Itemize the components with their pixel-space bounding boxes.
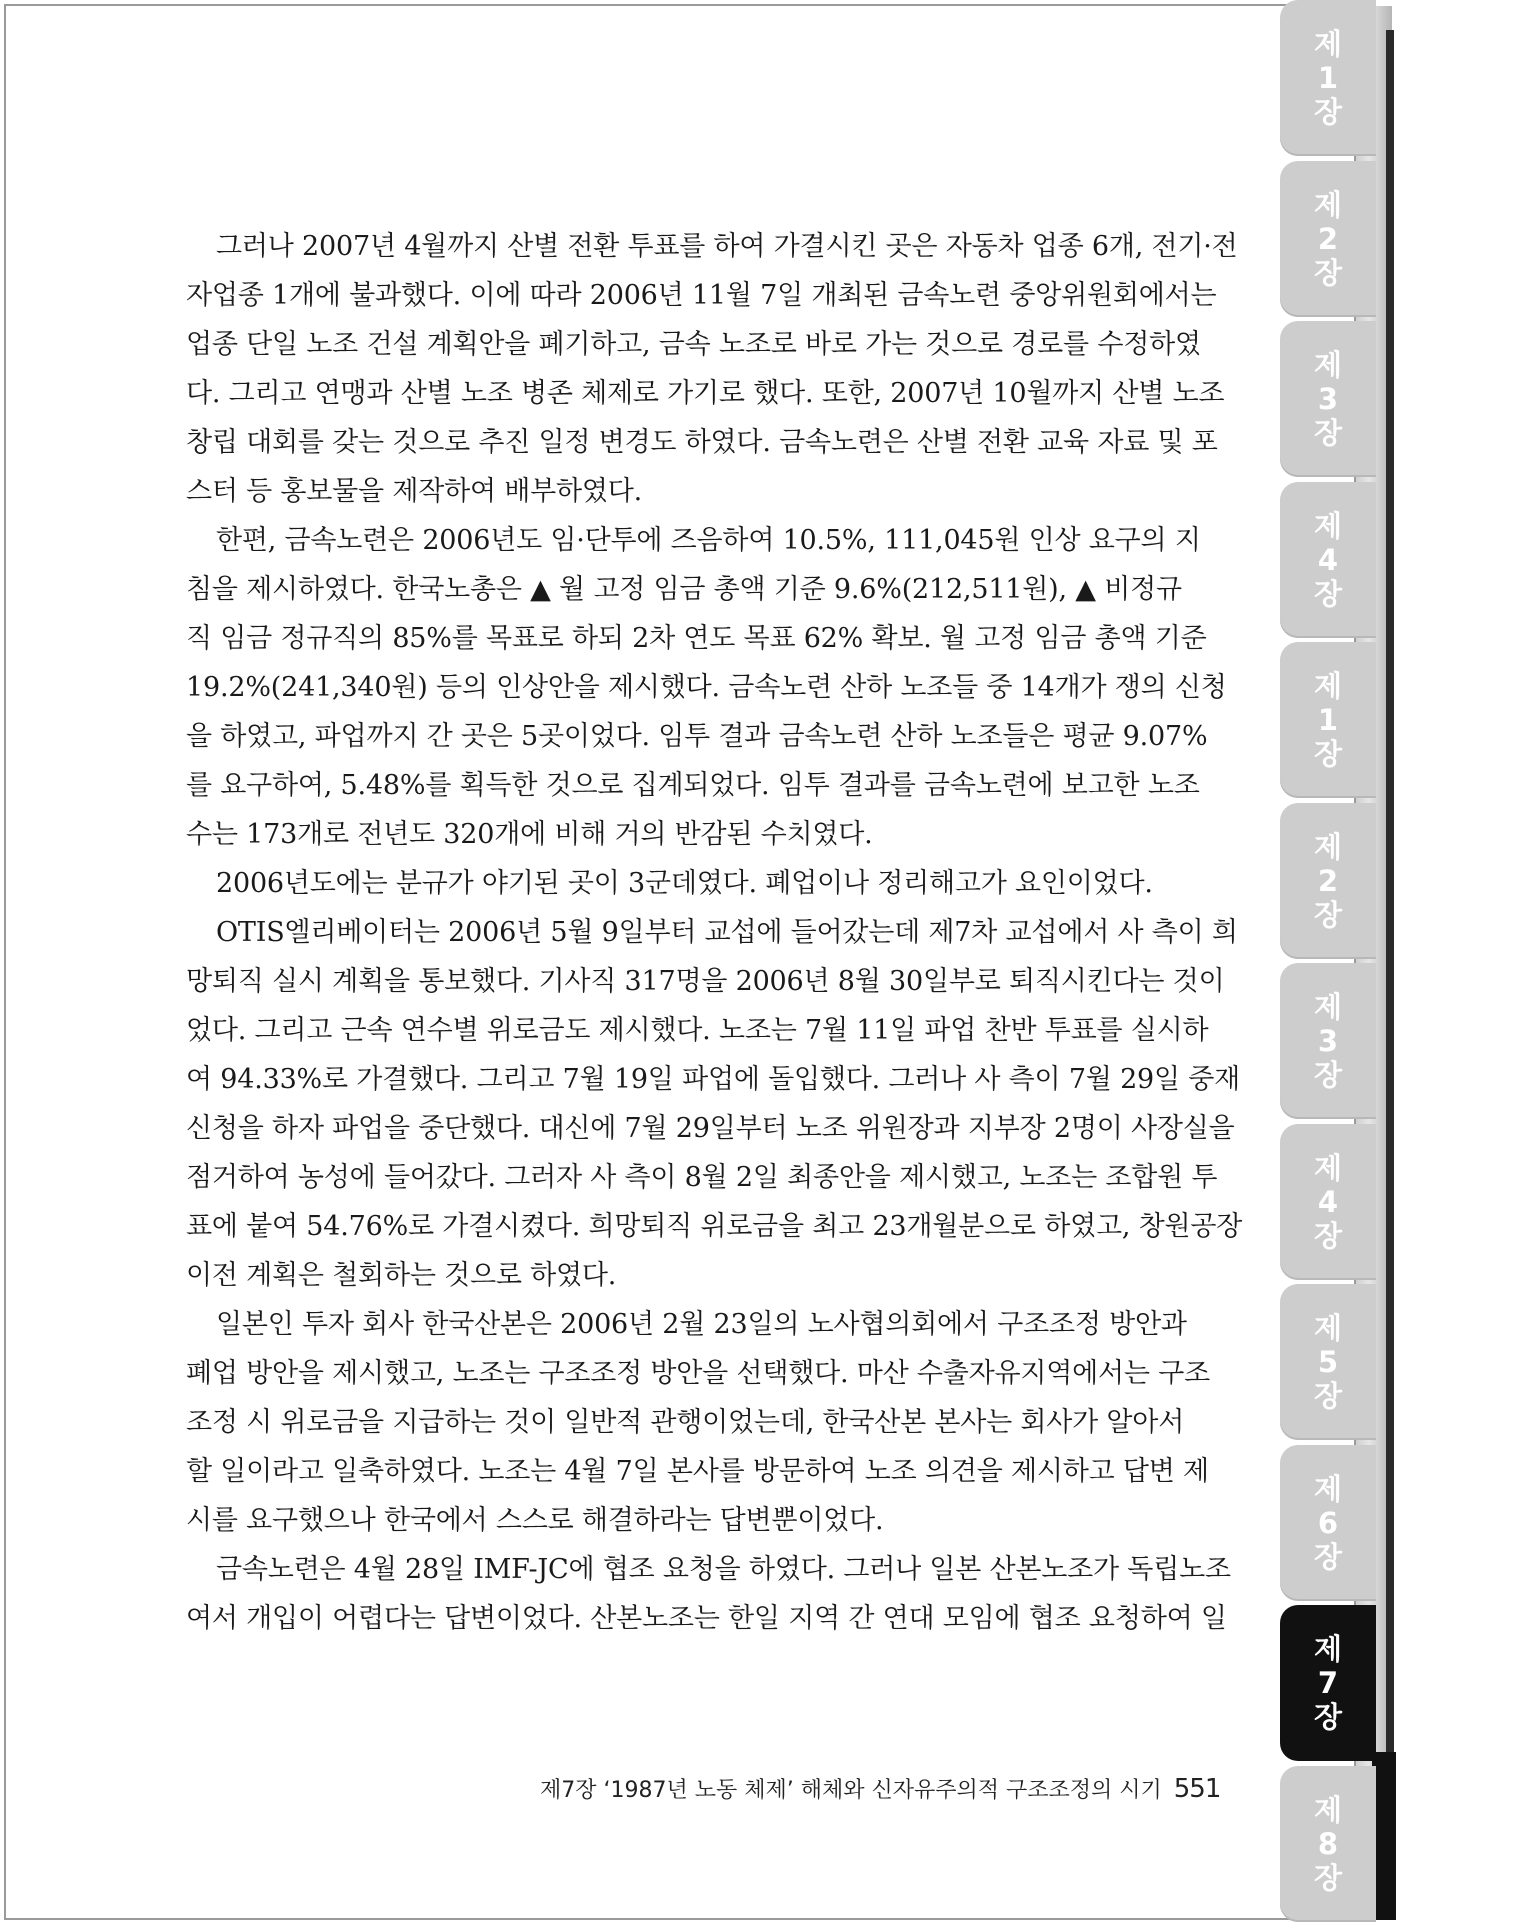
chapter-tab-label: 장	[1313, 576, 1342, 611]
chapter-tab-label: 8	[1317, 1826, 1339, 1861]
running-title: 제7장 ‘1987년 노동 체제’ 해체와 신자유주의적 구조조정의 시기	[540, 1778, 1162, 1803]
chapter-tab-label: 제	[1313, 1632, 1342, 1666]
page-number: 551	[1173, 1774, 1221, 1804]
chapter-tab-label: 장	[1313, 1539, 1342, 1574]
chapter-tab-label: 제	[1313, 1471, 1342, 1506]
chapter-tab-label: 1	[1317, 703, 1339, 737]
chapter-tab[interactable]	[1280, 1445, 1376, 1601]
text-line: 그러나 2007년 4월까지 산별 전환 투표를 하여 가결시킨 곳은 자동차 업종 6개, 전기·전	[216, 231, 1238, 262]
text-line: 이전 계획은 철회하는 것으로 하였다.	[186, 1260, 617, 1291]
chapter-tab-label: 5	[1317, 1345, 1339, 1379]
text-line: 직 임금 정규직의 85%를 목표로 하되 2차 연도 목표 62% 확보. 월 고정 임금 총액 기준	[186, 623, 1207, 654]
text-line: 자업종 1개에 불과했다. 이에 따라 2006년 11월 7일 개최된 금속노련 중앙위원회에서는	[186, 280, 1217, 311]
chapter-tab-label: 제	[1313, 990, 1342, 1024]
text-line: 을 하였고, 파업까지 간 곳은 5곳이었다. 임투 결과 금속노련 산하 노조들은 평균 9.07%	[186, 721, 1208, 752]
chapter-tab-label: 2	[1317, 863, 1339, 898]
chapter-tab[interactable]	[1280, 803, 1376, 959]
chapter-tab-label: 제	[1313, 829, 1342, 864]
body-text	[186, 222, 1243, 1643]
text-line: 신청을 하자 파업을 중단했다. 대신에 7월 29일부터 노조 위원장과 지부장 2명이 사장실을	[186, 1113, 1235, 1144]
chapter-tab-label: 제	[1313, 187, 1342, 222]
chapter-tab-label: 제	[1313, 1311, 1342, 1345]
chapter-tab[interactable]	[1280, 963, 1376, 1119]
text-line: 망퇴직 실시 계획을 통보했다. 기사직 317명을 2006년 8월 30일부로 퇴직시킨다는 것이	[186, 966, 1225, 997]
chapter-tab-label: 3	[1317, 382, 1339, 416]
chapter-tab[interactable]	[1280, 482, 1376, 638]
text-line: 여서 개입이 어렵다는 답변이었다. 산본노조는 한일 지역 간 연대 모임에 협조 요청하여 일	[186, 1603, 1227, 1634]
text-line: 표에 붙여 54.76%로 가결시켰다. 희망퇴직 위로금을 최고 23개월분으로 하였고, 창원공장	[186, 1211, 1243, 1242]
chapter-tab-label: 7	[1317, 1666, 1339, 1700]
text-line: 일본인 투자 회사 한국산본은 2006년 2월 23일의 노사협의회에서 구조조정 방안과	[216, 1309, 1187, 1340]
chapter-tab[interactable]	[1280, 1124, 1376, 1280]
text-line: 를 요구하여, 5.48%를 획득한 것으로 집계되었다. 임투 결과를 금속노련에 보고한 노조	[186, 770, 1200, 801]
text-line: 스터 등 홍보물을 제작하여 배부하였다.	[186, 476, 643, 507]
text-line: 19.2%(241,340원) 등의 인상안을 제시했다. 금속노련 산하 노조들 중 14개가 쟁의 신청	[186, 672, 1227, 703]
text-line: 조정 시 위로금을 지급하는 것이 일반적 관행이었는데, 한국산본 본사는 회사가 알아서	[186, 1407, 1185, 1438]
chapter-tab-label: 제	[1313, 348, 1342, 382]
chapter-tab[interactable]	[1280, 321, 1376, 477]
chapter-tab-label: 장	[1313, 737, 1342, 771]
chapter-tab-label: 제	[1313, 508, 1342, 543]
text-line: 점거하여 농성에 들어갔다. 그러자 사 측이 8월 2일 최종안을 제시했고, 노조는 조합원 투	[186, 1162, 1218, 1193]
page-shadow	[1386, 30, 1394, 1920]
chapter-tab[interactable]	[1280, 1766, 1376, 1922]
text-line: 시를 요구했으나 한국에서 스스로 해결하라는 답변뿐이었다.	[186, 1505, 884, 1536]
chapter-tabs	[1280, 0, 1380, 1926]
text-line: 2006년도에는 분규가 야기된 곳이 3군데였다. 폐업이나 정리해고가 요인이었다.	[216, 868, 1153, 899]
chapter-tab-label: 장	[1313, 1058, 1342, 1092]
chapter-tab-label: 제	[1313, 1150, 1342, 1185]
text-line: 었다. 그리고 근속 연수별 위로금도 제시했다. 노조는 7월 11일 파업 찬반 투표를 실시하	[186, 1015, 1209, 1046]
text-line: 다. 그리고 연맹과 산별 노조 병존 체제로 가기로 했다. 또한, 2007년 10월까지 산별 노조	[186, 378, 1225, 409]
chapter-tab-label: 1	[1317, 61, 1339, 95]
chapter-tab[interactable]	[1280, 642, 1376, 798]
text-line: 한편, 금속노련은 2006년도 임·단투에 즈음하여 10.5%, 111,045원 인상 요구의 지	[216, 525, 1201, 556]
chapter-tab-label: 장	[1313, 897, 1342, 932]
text-line: 여 94.33%로 가결했다. 그리고 7월 19일 파업에 돌입했다. 그러나 사 측이 7월 29일 중재	[186, 1064, 1241, 1095]
chapter-tab-label: 장	[1313, 1218, 1342, 1253]
text-line: 침을 제시하였다. 한국노총은 ▲ 월 고정 임금 총액 기준 9.6%(212,511원), ▲ 비정규	[186, 574, 1182, 605]
text-line: 창립 대회를 갖는 것으로 추진 일정 변경도 하였다. 금속노련은 산별 전환 교육 자료 및 포	[186, 427, 1218, 458]
chapter-tab-label: 제	[1313, 1792, 1342, 1827]
chapter-tab-label: 장	[1313, 95, 1342, 129]
chapter-tab-label: 6	[1317, 1505, 1339, 1540]
chapter-tab-label: 장	[1313, 1700, 1342, 1734]
text-line: 할 일이라고 일축하였다. 노조는 4월 7일 본사를 방문하여 노조 의견을 제시하고 답변 제	[186, 1456, 1209, 1487]
chapter-tab[interactable]	[1280, 1605, 1376, 1761]
chapter-tab[interactable]	[1280, 161, 1376, 317]
chapter-tab-label: 장	[1313, 1379, 1342, 1413]
text-line: OTIS엘리베이터는 2006년 5월 9일부터 교섭에 들어갔는데 제7차 교섭에서 사 측이 희	[216, 917, 1238, 948]
chapter-tab[interactable]	[1280, 0, 1376, 156]
chapter-tab-label: 장	[1313, 416, 1342, 450]
page-footer	[540, 1773, 1221, 1804]
text-line: 금속노련은 4월 28일 IMF-JC에 협조 요청을 하였다. 그러나 일본 산본노조가 독립노조	[216, 1554, 1231, 1585]
chapter-tab-label: 4	[1317, 1184, 1339, 1219]
text-line: 업종 단일 노조 건설 계획안을 폐기하고, 금속 노조로 바로 가는 것으로 경로를 수정하였	[186, 329, 1201, 360]
chapter-tab-label: 제	[1313, 27, 1342, 61]
chapter-tab-label: 2	[1317, 221, 1339, 256]
text-line: 수는 173개로 전년도 320개에 비해 거의 반감된 수치였다.	[186, 819, 873, 850]
chapter-tab[interactable]	[1280, 1284, 1376, 1440]
text-line: 폐업 방안을 제시했고, 노조는 구조조정 방안을 선택했다. 마산 수출자유지역에서는 구조	[186, 1358, 1210, 1389]
chapter-tab-label: 3	[1317, 1024, 1339, 1058]
chapter-tab-label: 4	[1317, 542, 1339, 577]
chapter-tab-label: 장	[1313, 1860, 1342, 1895]
chapter-tab-label: 장	[1313, 255, 1342, 290]
chapter-tab-label: 제	[1313, 669, 1342, 703]
